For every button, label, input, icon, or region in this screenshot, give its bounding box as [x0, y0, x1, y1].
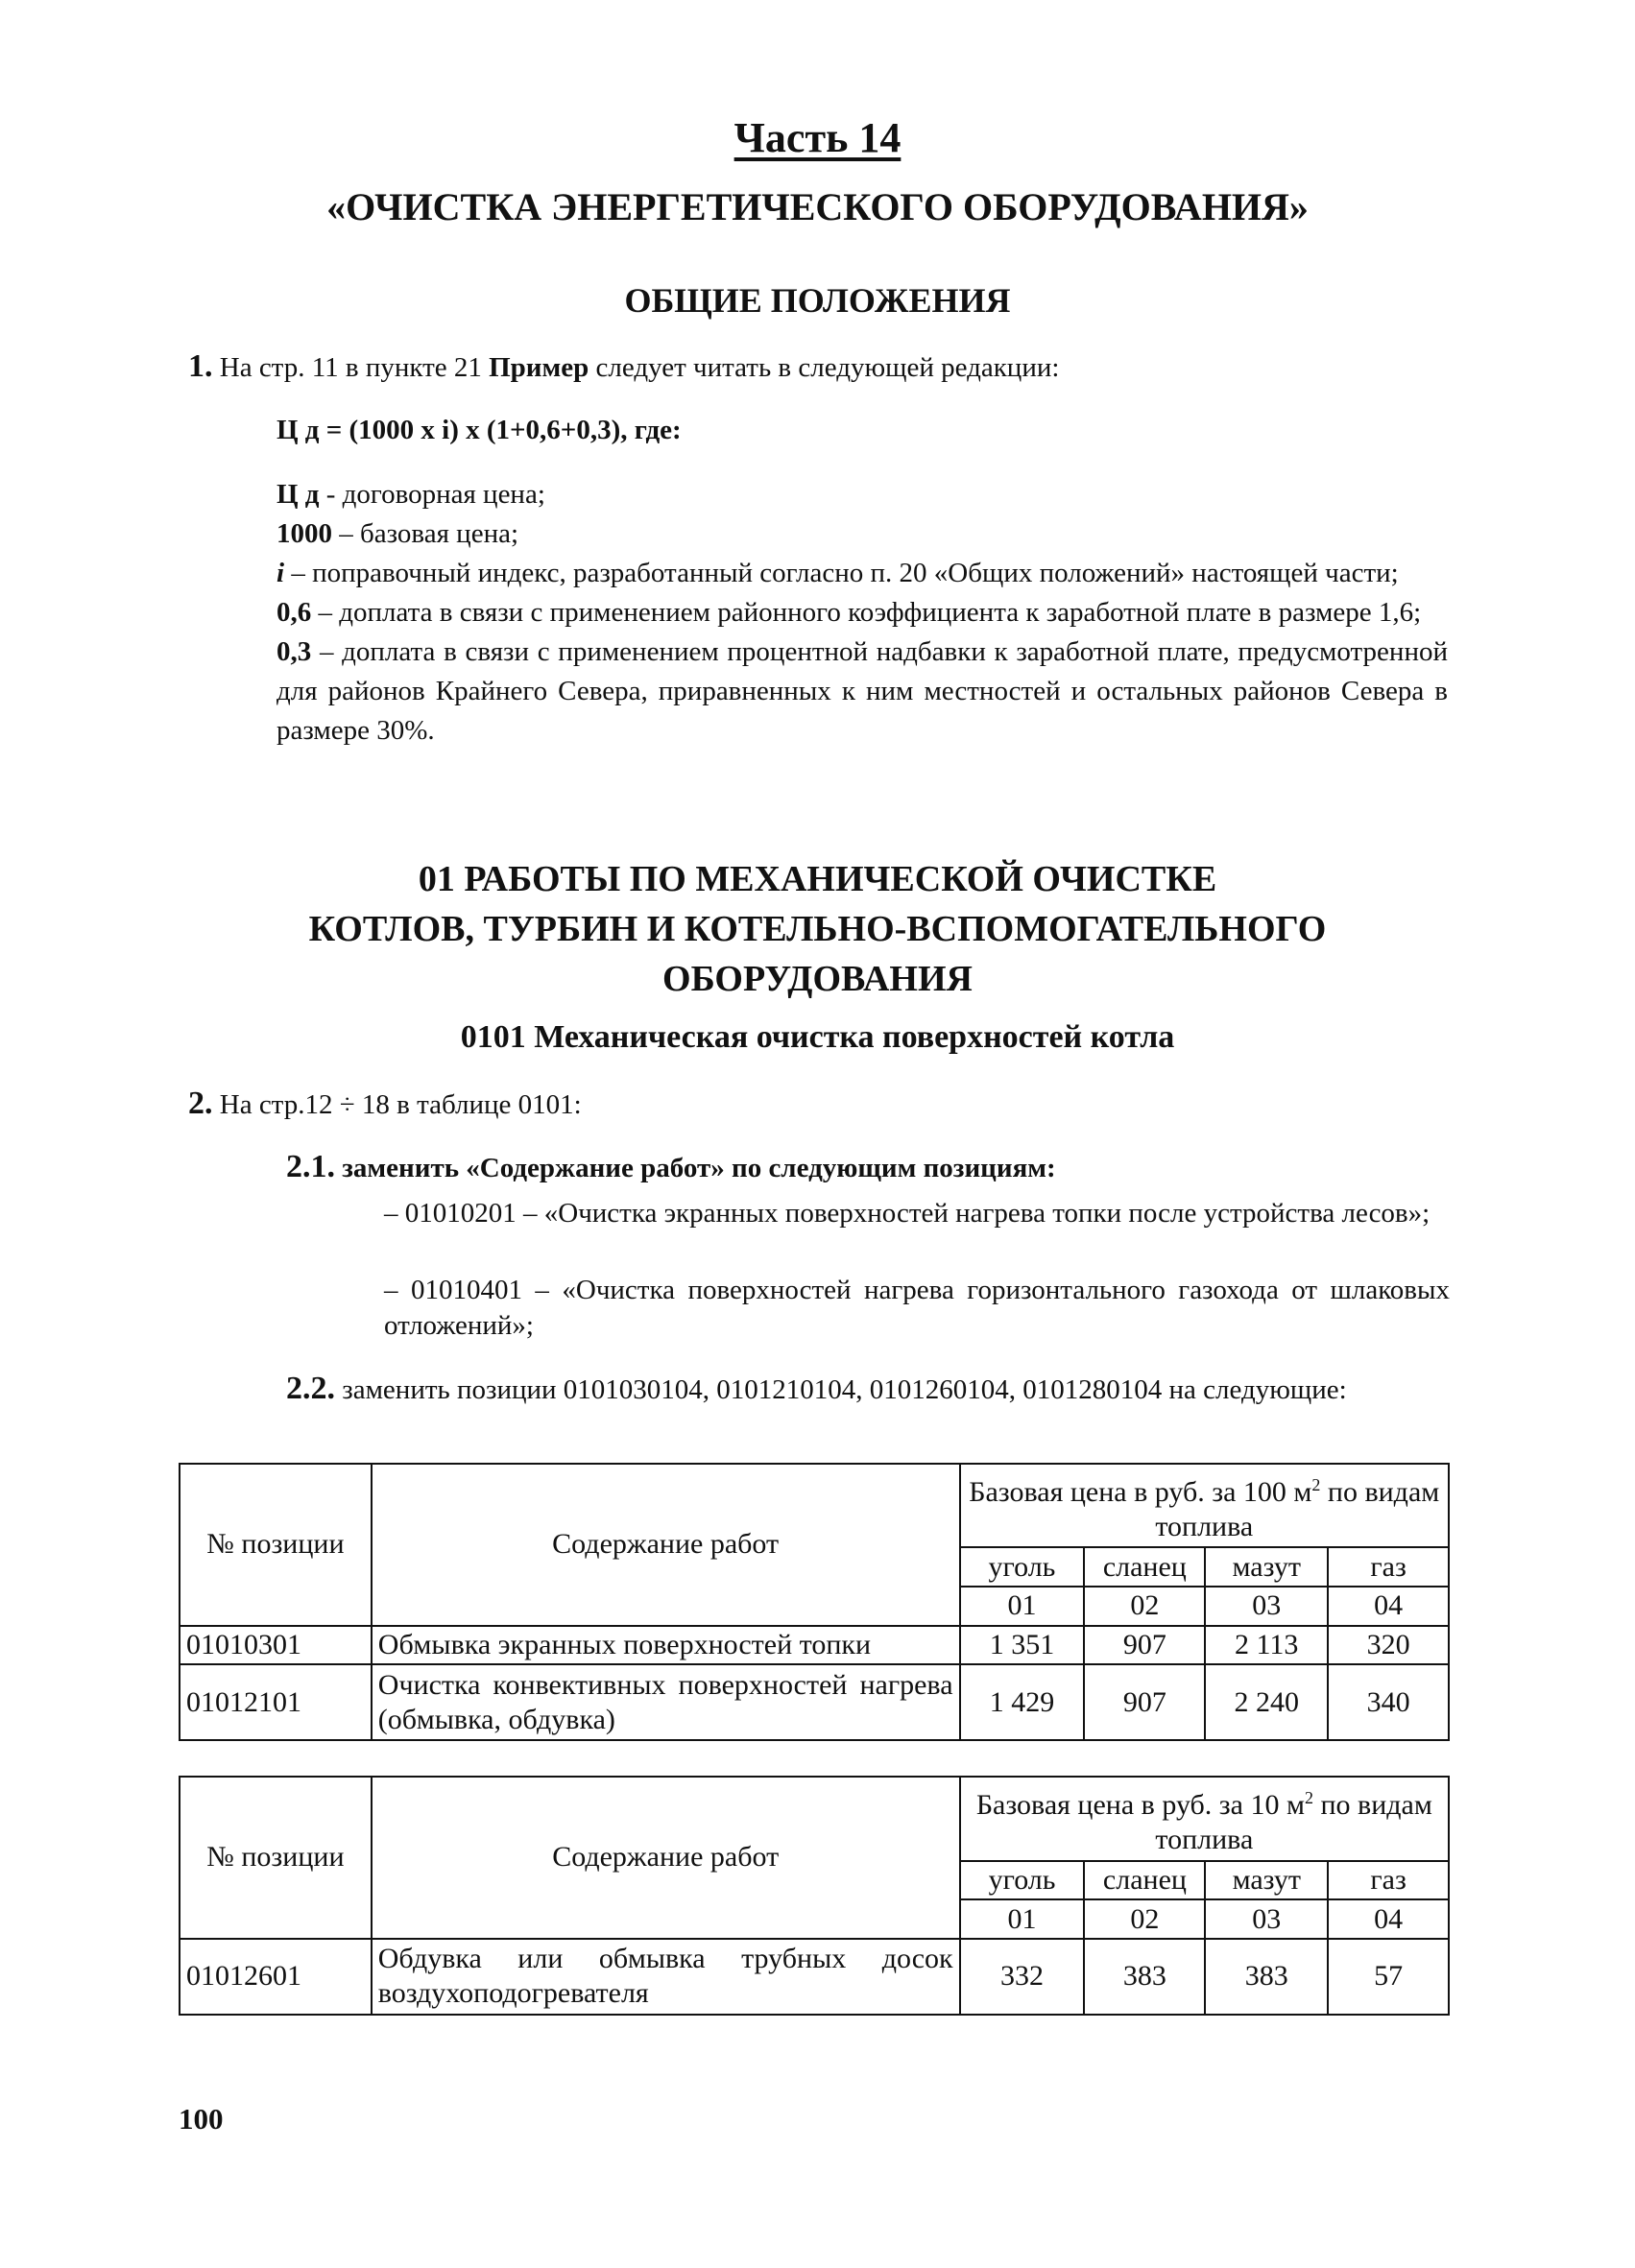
price-table-2: [179, 1776, 1450, 2016]
formula: Ц д = (1000 х i) х (1+0,6+0,3), где:: [277, 415, 682, 445]
table-row: 01010301 Обмывка экранных поверхностей топки 1 351 907 2 113 320: [180, 1626, 1449, 1665]
fuel-gas: газ: [1328, 1547, 1449, 1587]
code-cell: 02: [1084, 1899, 1205, 1939]
code-cell: 01: [960, 1899, 1085, 1939]
code-cell: 04: [1328, 1587, 1449, 1626]
fuel-shale: сланец: [1084, 1547, 1205, 1587]
fuel-coal: уголь: [960, 1547, 1085, 1587]
page-number: 100: [179, 2102, 224, 2136]
code-cell: 02: [1084, 1587, 1205, 1626]
definition-item: i – поправочный индекс, разработанный согласно п. 20 «Общих положений» настоящей части;: [277, 558, 1399, 588]
dash-item: – 01010201 – «Очистка экранных поверхностей нагрева топки после устройства лесов»;: [384, 1198, 1431, 1229]
part-label: Часть 14: [733, 114, 902, 161]
header-content: Содержание работ: [372, 1464, 960, 1626]
code-cell: 01: [960, 1587, 1085, 1626]
definition-item: 1000 – базовая цена;: [277, 518, 519, 549]
part-title: «ОЧИСТКА ЭНЕРГЕТИЧЕСКОГО ОБОРУДОВАНИЯ»: [326, 185, 1309, 228]
definition-item: 0,6 – доплата в связи с применением районного коэффициента к заработной плате в размере 1,6;: [277, 597, 1422, 628]
dash-item: – 01010401 – «Очистка поверхностей нагрева горизонтального газохода от шлаковых отложений»;: [384, 1275, 1450, 1341]
item-2-1: 2.1. заменить «Содержание работ» по следующим позициям:: [286, 1149, 1056, 1184]
fuel-shale: сланец: [1084, 1861, 1205, 1900]
item-1-number: 1.: [188, 348, 213, 384]
header-position: № позиции: [180, 1777, 372, 1939]
fuel-fueloil: мазут: [1205, 1547, 1328, 1587]
header-price: Базовая цена в руб. за 100 $м^2$ по видам топлива: [960, 1464, 1449, 1547]
item-2: 2. На стр.12 ÷ 18 в таблице 0101:: [188, 1086, 582, 1121]
header-position: № позиции: [180, 1464, 372, 1626]
header-content: Содержание работ: [372, 1777, 960, 1939]
table-row: 01012101 Очистка конвективных поверхностей нагрева (обмывка, обдувка) 1 429 907 2 240 340: [180, 1664, 1449, 1740]
definitions-list: [277, 475, 1448, 751]
definition-item: 0,3 – доплата в связи с применением процентной надбавки к заработной плате, предусмотренной для районов Крайнего Севера, приравненных к ним местностей и остальных районов Севера в размере 30%.: [277, 636, 1448, 746]
price-table-1: [179, 1463, 1450, 1741]
definition-item: Ц д - договорная цена;: [277, 479, 545, 510]
item-1: 1. На стр. 11 в пункте 21 Пример следует читать в следующей редакции:: [188, 348, 1060, 384]
fuel-gas: газ: [1328, 1861, 1449, 1900]
code-cell: 03: [1205, 1587, 1328, 1626]
fuel-coal: уголь: [960, 1861, 1085, 1900]
header-price: Базовая цена в руб. за 10 $м^2$ по видам топлива: [960, 1777, 1449, 1861]
item-2-2: 2.2. заменить позиции 0101030104, 0101210104, 0101260104, 0101280104 на следующие:: [286, 1371, 1347, 1406]
section-heading: 01 РАБОТЫ ПО МЕХАНИЧЕСКОЙ ОЧИСТКЕ КОТЛОВ, ТУРБИН И КОТЕЛЬНО-ВСПОМОГАТЕЛЬНОГО ОБОРУДОВАНИЯ: [308, 859, 1327, 999]
table-row: 01012601 Обдувка или обмывка трубных досок воздухоподогревателя 332 383 383 57: [180, 1939, 1449, 2015]
code-cell: 03: [1205, 1899, 1328, 1939]
code-cell: 04: [1328, 1899, 1449, 1939]
general-heading: ОБЩИЕ ПОЛОЖЕНИЯ: [624, 281, 1011, 320]
subsection-heading: 0101 Механическая очистка поверхностей котла: [460, 1019, 1175, 1055]
fuel-fueloil: мазут: [1205, 1861, 1328, 1900]
